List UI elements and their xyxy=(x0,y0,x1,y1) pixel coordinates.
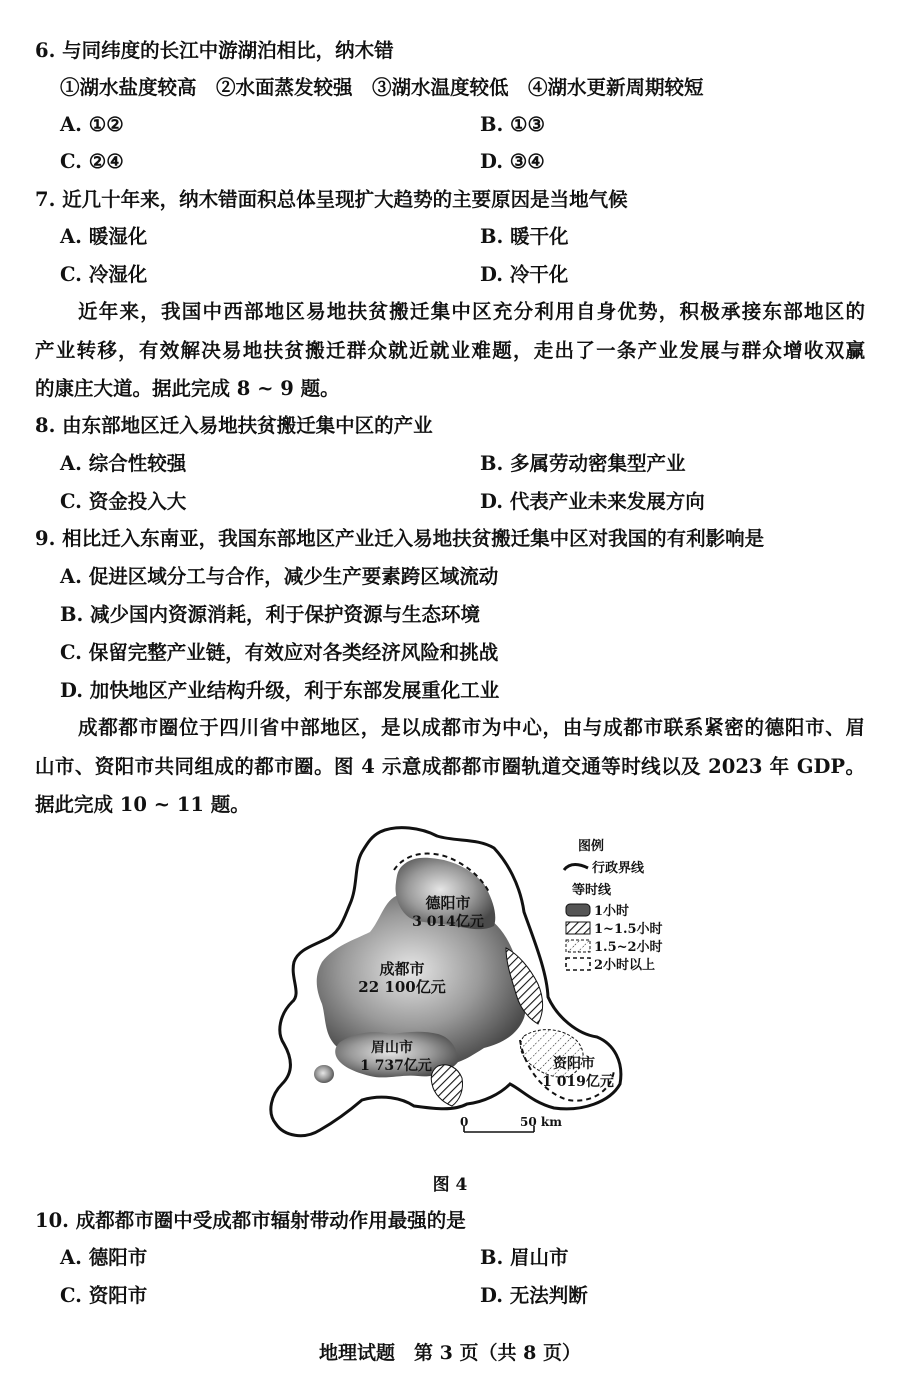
passage2-line3: 据此完成 10 ~ 11 题。 xyxy=(35,793,250,816)
chengdu-gdp: 22 100亿元 xyxy=(358,978,446,996)
q9-option-d[interactable]: D. 加快地区产业结构升级，利于东部发展重化工业 xyxy=(60,679,500,702)
passage2-line1: 成都都市圈位于四川省中部地区，是以成都市为中心，由与成都市联系紧密的德阳市、眉 xyxy=(78,716,865,739)
meishan-gdp: 1 737亿元 xyxy=(360,1058,432,1074)
legend-2h-plus-swatch xyxy=(566,958,590,970)
deyang-label: 德阳市 xyxy=(425,894,471,912)
q9-option-c[interactable]: C. 保留完整产业链，有效应对各类经济风险和挑战 xyxy=(60,641,499,664)
q7-option-b[interactable]: B. 暖干化 xyxy=(480,225,569,248)
ziyang-label: 资阳市 xyxy=(553,1056,595,1072)
legend-15-2h-swatch xyxy=(566,940,590,952)
q6-option-c[interactable]: C. ②④ xyxy=(60,150,124,173)
scale-zero: 0 xyxy=(460,1115,469,1129)
q10-stem: 10. 成都都市圈中受成都市辐射带动作用最强的是 xyxy=(35,1209,466,1232)
passage2-line2: 山市、资阳市共同组成的都市圈。图 4 示意成都都市圈轨道交通等时线以及 2023 年 GDP。 xyxy=(35,755,865,778)
passage1-line2: 产业转移，有效解决易地扶贫搬迁群众就近就业难题，走出了一条产业发展与群众增收双赢 xyxy=(35,339,865,362)
q8-option-c[interactable]: C. 资金投入大 xyxy=(60,490,187,513)
passage1-line3: 的康庄大道。据此完成 8 ~ 9 题。 xyxy=(35,377,340,400)
q8-option-a[interactable]: A. 综合性较强 xyxy=(60,452,187,475)
q6-option-b[interactable]: B. ①③ xyxy=(480,113,546,136)
passage1-line1: 近年来，我国中西部地区易地扶贫搬迁集中区充分利用自身优势，积极承接东部地区的 xyxy=(78,300,865,323)
q6-statements: ①湖水盐度较高 ②水面蒸发较强 ③湖水温度较低 ④湖水更新周期较短 xyxy=(60,76,704,99)
legend-isochrone-title: 等时线 xyxy=(572,883,612,898)
legend-1h-label: 1小时 xyxy=(594,904,630,919)
legend-title: 图例 xyxy=(578,839,605,854)
deyang-gdp: 3 014亿元 xyxy=(412,914,484,930)
q6-stem: 6. 与同纬度的长江中游湖泊相比，纳木错 xyxy=(35,39,394,62)
figure-caption: 图 4 xyxy=(432,1175,468,1195)
legend-15-2h-label: 1.5~2小时 xyxy=(594,940,663,955)
chengdu-metro-map xyxy=(262,822,682,1144)
chengdu-label: 成都市 xyxy=(379,960,425,978)
q8-stem: 8. 由东部地区迁入易地扶贫搬迁集中区的产业 xyxy=(35,414,433,437)
q10-option-b[interactable]: B. 眉山市 xyxy=(480,1246,569,1269)
scale-50km: 50 km xyxy=(520,1115,562,1129)
q7-option-c[interactable]: C. 冷湿化 xyxy=(60,263,148,286)
ziyang-gdp: 1 019亿元 xyxy=(542,1074,614,1090)
q10-option-c[interactable]: C. 资阳市 xyxy=(60,1284,148,1307)
q9-option-b[interactable]: B. 减少国内资源消耗，利于保护资源与生态环境 xyxy=(60,603,481,626)
isochrone-1h-west-patch xyxy=(314,1065,334,1083)
q6-option-a[interactable]: A. ①② xyxy=(60,113,124,136)
legend-boundary-label: 行政界线 xyxy=(592,861,645,876)
q6-option-d[interactable]: D. ③④ xyxy=(480,150,545,173)
q10-option-a[interactable]: A. 德阳市 xyxy=(60,1246,148,1269)
q9-stem: 9. 相比迁入东南亚，我国东部地区产业迁入易地扶贫搬迁集中区对我国的有利影响是 xyxy=(35,527,765,550)
meishan-label: 眉山市 xyxy=(371,1040,413,1056)
legend-1-15h-swatch xyxy=(566,922,590,934)
q7-stem: 7. 近几十年来，纳木错面积总体呈现扩大趋势的主要原因是当地气候 xyxy=(35,188,628,211)
q7-option-d[interactable]: D. 冷干化 xyxy=(480,263,569,286)
q9-option-a[interactable]: A. 促进区域分工与合作，减少生产要素跨区域流动 xyxy=(60,565,499,588)
q8-option-d[interactable]: D. 代表产业未来发展方向 xyxy=(480,490,705,513)
page-footer: 地理试题 第 3 页（共 8 页） xyxy=(319,1342,581,1364)
q8-option-b[interactable]: B. 多属劳动密集型产业 xyxy=(480,452,686,475)
legend-2h-plus-label: 2小时以上 xyxy=(594,958,656,973)
q7-option-a[interactable]: A. 暖湿化 xyxy=(60,225,148,248)
legend-boundary-swatch xyxy=(564,865,588,871)
q10-option-d[interactable]: D. 无法判断 xyxy=(480,1284,588,1307)
legend-1h-swatch xyxy=(566,904,590,916)
legend-1-15h-label: 1~1.5小时 xyxy=(594,922,663,937)
